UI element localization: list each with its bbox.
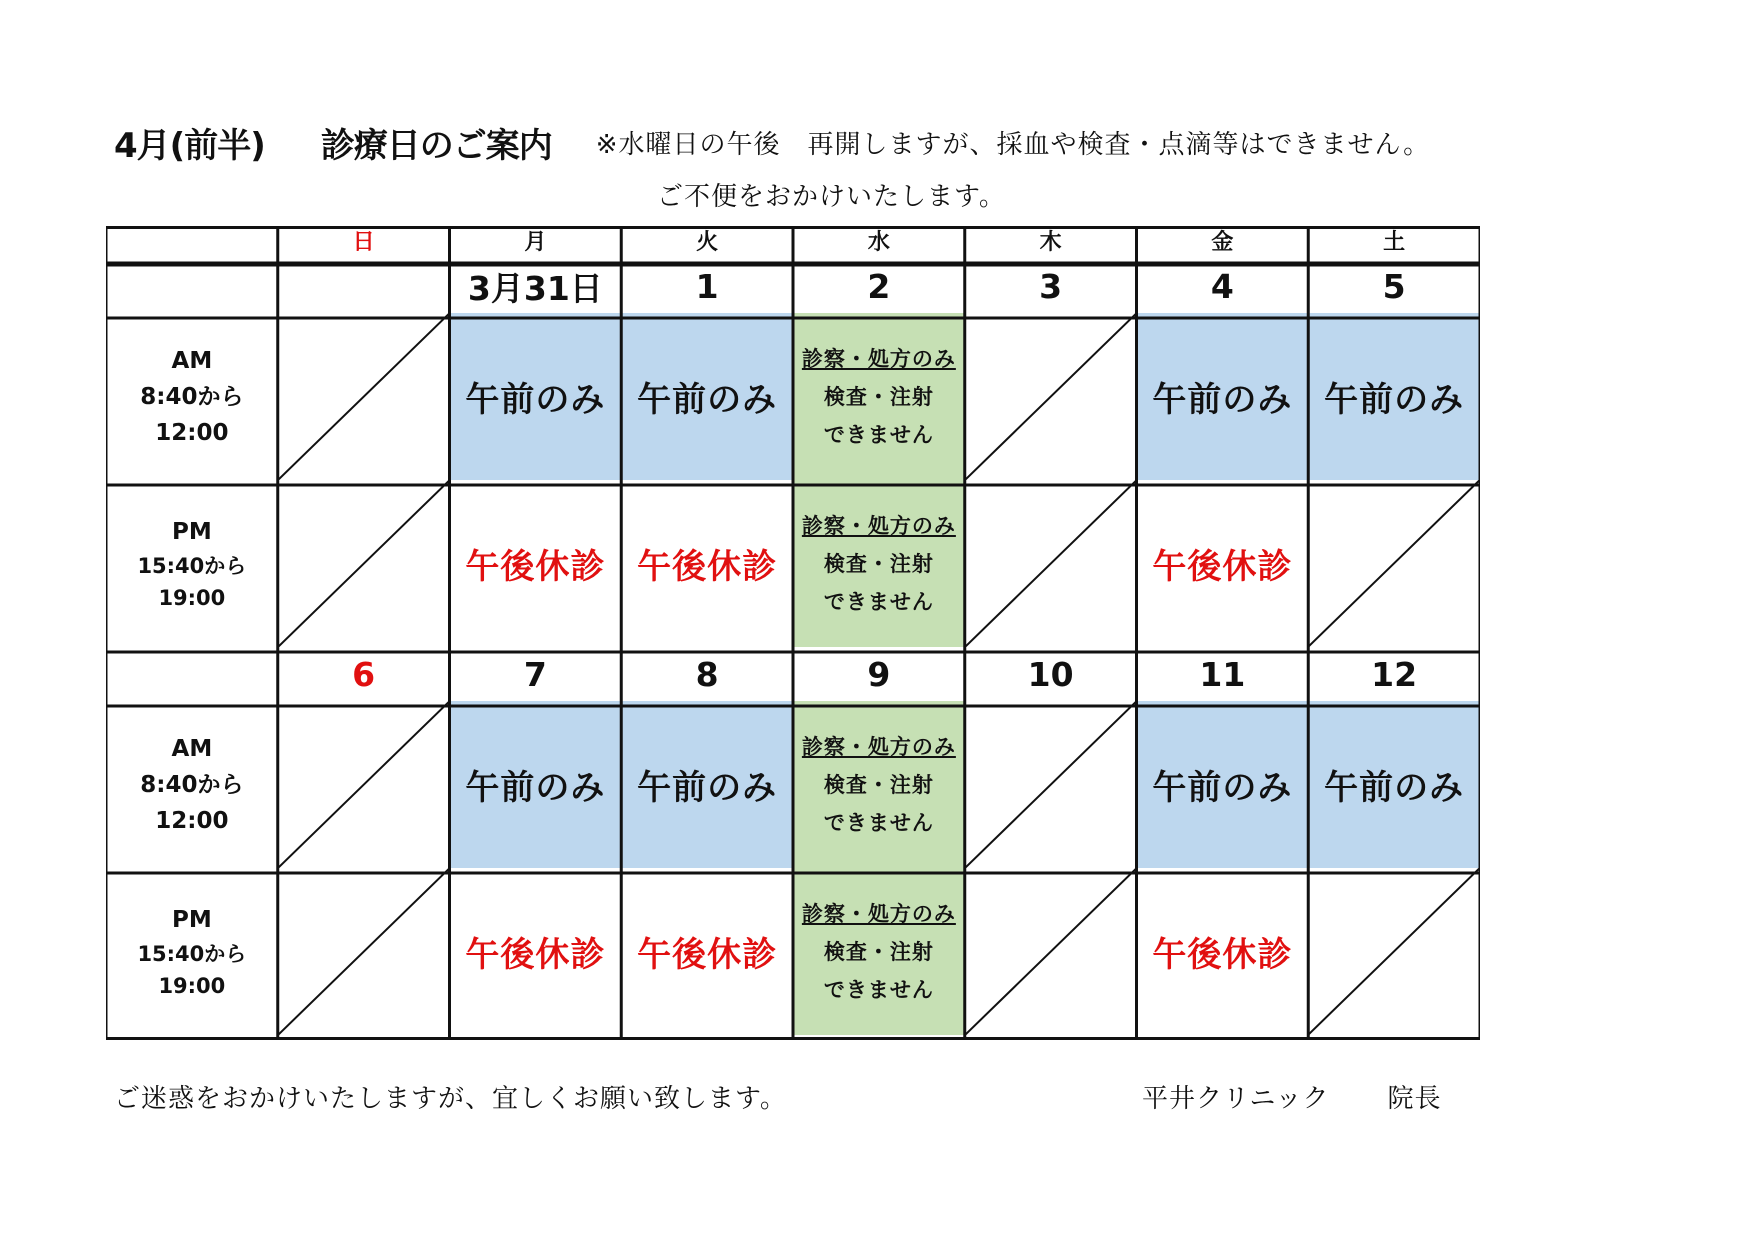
pm-closed-label: 午後休診: [637, 935, 778, 975]
am-only-label: 午前のみ: [637, 768, 778, 808]
am-only-label: 午前のみ: [1152, 768, 1293, 808]
closing-message: ご迷惑をおかけいたしますが、宜しくお願い致します。: [114, 1084, 787, 1114]
pm-closed-label: 午後休診: [465, 935, 606, 975]
pm-closed-label: 午後休診: [1152, 547, 1293, 587]
date-label: 1: [695, 266, 719, 306]
signature: [1142, 1078, 1441, 1115]
date-label: 3: [1039, 266, 1063, 306]
clinic-name: 平井クリニック: [1142, 1084, 1330, 1114]
slot-hours: 15:40から19:00: [137, 941, 247, 998]
notice-text: ※水曜日の午後 再開しますが、採血や検査・点滴等はできません。: [595, 129, 1431, 160]
date-label: 5: [1382, 266, 1406, 306]
pm-closed-label: 午後休診: [465, 547, 606, 587]
pm-closed-label: 午後休診: [1152, 935, 1293, 975]
slot-name: PM: [172, 518, 212, 545]
am-only-label: 午前のみ: [1324, 380, 1465, 420]
limited-service-line: 検査・注射: [823, 384, 934, 409]
am-only-label: 午前のみ: [1324, 768, 1465, 808]
day-of-week-label: 月: [524, 229, 547, 255]
am-only-label: 午前のみ: [1152, 380, 1293, 420]
day-of-week-label: 水: [867, 229, 890, 255]
limited-service-line: 診察・処方のみ: [801, 901, 956, 926]
date-label: 6: [352, 654, 376, 694]
slot-name: AM: [171, 735, 213, 762]
apology-note: ご不便をおかけいたします。: [657, 182, 1006, 212]
director-title: 院長: [1387, 1084, 1442, 1114]
limited-service-line: できません: [823, 422, 934, 447]
table-grid-lines: [106, 221, 1480, 1045]
limited-service-line: できません: [823, 977, 934, 1002]
am-only-label: 午前のみ: [637, 380, 778, 420]
slot-hours: 15:40から19:00: [137, 553, 247, 610]
date-label: 8: [695, 654, 719, 694]
limited-service-line: できません: [823, 810, 934, 835]
day-of-week-label: 木: [1039, 229, 1062, 255]
month-label: 4月(前半): [114, 125, 265, 166]
limited-service-line: 検査・注射: [823, 772, 934, 797]
date-label: 10: [1027, 654, 1074, 694]
date-label: 12: [1371, 654, 1418, 694]
date-label: 2: [867, 266, 891, 306]
day-of-week-label: 日: [352, 229, 375, 255]
date-label: 4: [1210, 266, 1234, 306]
date-label: 9: [867, 654, 891, 694]
limited-service-line: 診察・処方のみ: [801, 734, 956, 759]
day-of-week-label: 土: [1383, 229, 1406, 255]
date-label: 11: [1199, 654, 1246, 694]
slot-hours: 8:40から12:00: [140, 383, 244, 446]
date-label: 3月31日: [467, 268, 603, 308]
page-header: [114, 118, 1430, 166]
slot-name: PM: [172, 906, 212, 933]
slot-hours: 8:40から12:00: [140, 771, 244, 834]
limited-service-line: 検査・注射: [823, 939, 934, 964]
date-label: 7: [523, 654, 547, 694]
day-of-week-label: 金: [1211, 229, 1234, 255]
pm-closed-label: 午後休診: [637, 547, 778, 587]
day-of-week-label: 火: [696, 229, 719, 255]
limited-service-line: 検査・注射: [823, 551, 934, 576]
am-only-label: 午前のみ: [465, 380, 606, 420]
slot-name: AM: [171, 347, 213, 374]
limited-service-line: 診察・処方のみ: [801, 346, 956, 371]
page-title: 診療日のご案内: [320, 125, 552, 166]
schedule-table: [106, 221, 1480, 1045]
am-only-label: 午前のみ: [465, 768, 606, 808]
limited-service-line: 診察・処方のみ: [801, 513, 956, 538]
limited-service-line: できません: [823, 589, 934, 614]
